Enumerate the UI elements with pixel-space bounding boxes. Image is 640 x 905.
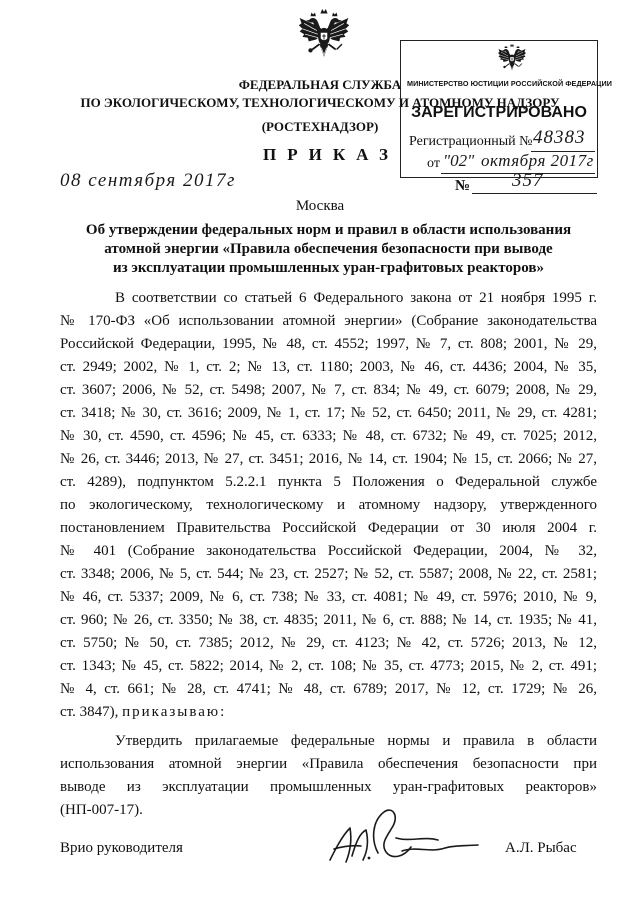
paragraph-line: ст. 3418; № 30, ст. 3616; 2009, № 1, ст. 17; № 52, ст. 6450; 2011, № 29, ст. 4281;: [60, 404, 597, 421]
paragraph-line: № 4, ст. 661; № 28, ст. 4741; № 48, ст. 6789; 2017, № 12, ст. 1729; № 26,: [60, 680, 597, 697]
coat-of-arms-icon: [297, 8, 351, 64]
paragraph-line: В соответствии со статьей 6 Федерального закона от 21 ноября 1995 г.: [115, 289, 597, 306]
paragraph-line: № 170-ФЗ «Об использовании атомной энергии» (Собрание законодательства: [60, 312, 597, 329]
stamp-date-day: "02": [443, 151, 475, 170]
registration-stamp: [400, 40, 612, 178]
title-line: Об утверждении федеральных норм и правил в области использования: [85, 222, 572, 238]
paragraph-line: № 401 (Собрание законодательства Российской Федерации, 2004, № 32,: [60, 542, 597, 559]
signatory-name: А.Л. Рыбас: [505, 840, 577, 856]
order-date: 08 сентября 2017г: [60, 170, 236, 191]
paragraph-line: № 30, ст. 4590, ст. 4596; № 45, ст. 6333; № 48, ст. 6732; № 49, ст. 7025; 2012,: [60, 427, 597, 444]
stamp-date-prefix: от: [427, 156, 440, 171]
stamp-emblem-icon: [497, 43, 527, 75]
agency-short-name: (РОСТЕХНАДЗОР): [261, 119, 379, 134]
final-line-text: ст. 3847),: [60, 703, 123, 720]
paragraph-line: по экологическому, технологическому и атомному надзору, утвержденного: [60, 496, 597, 513]
stamp-ministry: МИНИСТЕРСТВО ЮСТИЦИИ РОССИЙСКОЙ ФЕДЕРАЦИИ: [407, 79, 612, 88]
paragraph-line: использования атомной энергии «Правила обеспечения безопасности при: [60, 755, 597, 772]
paragraph-line: ст. 3607; 2006, № 52, ст. 5498; 2007, № 7, ст. 834; № 49, ст. 6079; 2008, № 29,: [60, 381, 597, 398]
title-line: из эксплуатации промышленных уран-графитовых реакторов»: [112, 260, 545, 276]
paragraph-line: Российской Федерации, 1995, № 48, ст. 4552; 1997, № 7, ст. 808; 2001, № 29,: [60, 335, 597, 352]
paragraph-line: № 46, ст. 5337; 2009, № 6, ст. 738; № 33, ст. 4081; № 49, ст. 5976; 2010, № 9,: [60, 588, 597, 605]
stamp-status: ЗАРЕГИСТРИРОВАНО: [411, 104, 587, 121]
order-number-label: №: [455, 178, 471, 194]
paragraph-line: выводе из эксплуатации промышленных уран-графитовых реакторов»: [60, 778, 597, 795]
order-number-underline: [472, 193, 597, 194]
paragraph-line: № 26, ст. 3446; 2013, № 27, ст. 3451; 2016, № 14, ст. 1904; № 15, ст. 2066; № 27,: [60, 450, 597, 467]
title-line: атомной энергии «Правила обеспечения безопасности при выводе: [104, 241, 553, 257]
paragraph-line: ст. 3348; 2006, № 5, ст. 544; № 23, ст. 2527; № 52, ст. 5587; 2008, № 22, ст. 2581;: [60, 565, 597, 582]
paragraph-line: Утвердить прилагаемые федеральные нормы и правила в области: [115, 732, 597, 749]
agency-name-line2: ПО ЭКОЛОГИЧЕСКОМУ, ТЕХНОЛОГИЧЕСКОМУ И АТОМНОМУ НАДЗОРУ: [80, 95, 560, 110]
paragraph-resolution: [60, 730, 597, 822]
stamp-reg-number: 48383: [533, 127, 586, 148]
paragraph-line: ст. 1343; № 45, ст. 5822; 2014, № 2, ст. 108; № 35, ст. 4773; 2015, № 2, ст. 491;: [60, 657, 597, 674]
document-title: [60, 221, 597, 278]
paragraph-line: ст. 2949; 2002, № 1, ст. 2; № 13, ст. 1180; 2003, № 46, ст. 4436; 2004, № 35,: [60, 358, 597, 375]
stamp-reg-label: Регистрационный №: [409, 134, 533, 149]
paragraph-line: ст. 4289), подпунктом 5.2.2.1 пункта 5 Положения о Федеральной службе: [60, 473, 597, 490]
paragraph-line: постановлением Правительства Российской Федерации от 30 июля 2004 г.: [60, 519, 597, 536]
paragraph-line: ст. 960; № 26, ст. 3350; № 38, ст. 4835; 2011, № 6, ст. 888; № 14, ст. 1935; № 41,: [60, 611, 597, 628]
order-number: 357: [512, 170, 544, 191]
stamp-date-month-year: октября 2017г: [481, 151, 594, 170]
city: Москва: [295, 198, 345, 214]
signatory-position: Врио руководителя: [60, 840, 183, 856]
paragraph-legal-basis: [60, 287, 597, 724]
paragraph-line-final: [60, 701, 597, 724]
paragraph-line: (НП-007-17).: [60, 801, 143, 818]
document-type: ПРИКАЗ: [263, 145, 399, 164]
order-verb: приказываю:: [122, 703, 227, 720]
agency-name-line1: ФЕДЕРАЛЬНАЯ СЛУЖБА: [238, 77, 402, 92]
paragraph-line: ст. 5750; № 50, ст. 7385; 2012, № 29, ст. 4123; № 42, ст. 5726; 2013, № 12,: [60, 634, 597, 651]
